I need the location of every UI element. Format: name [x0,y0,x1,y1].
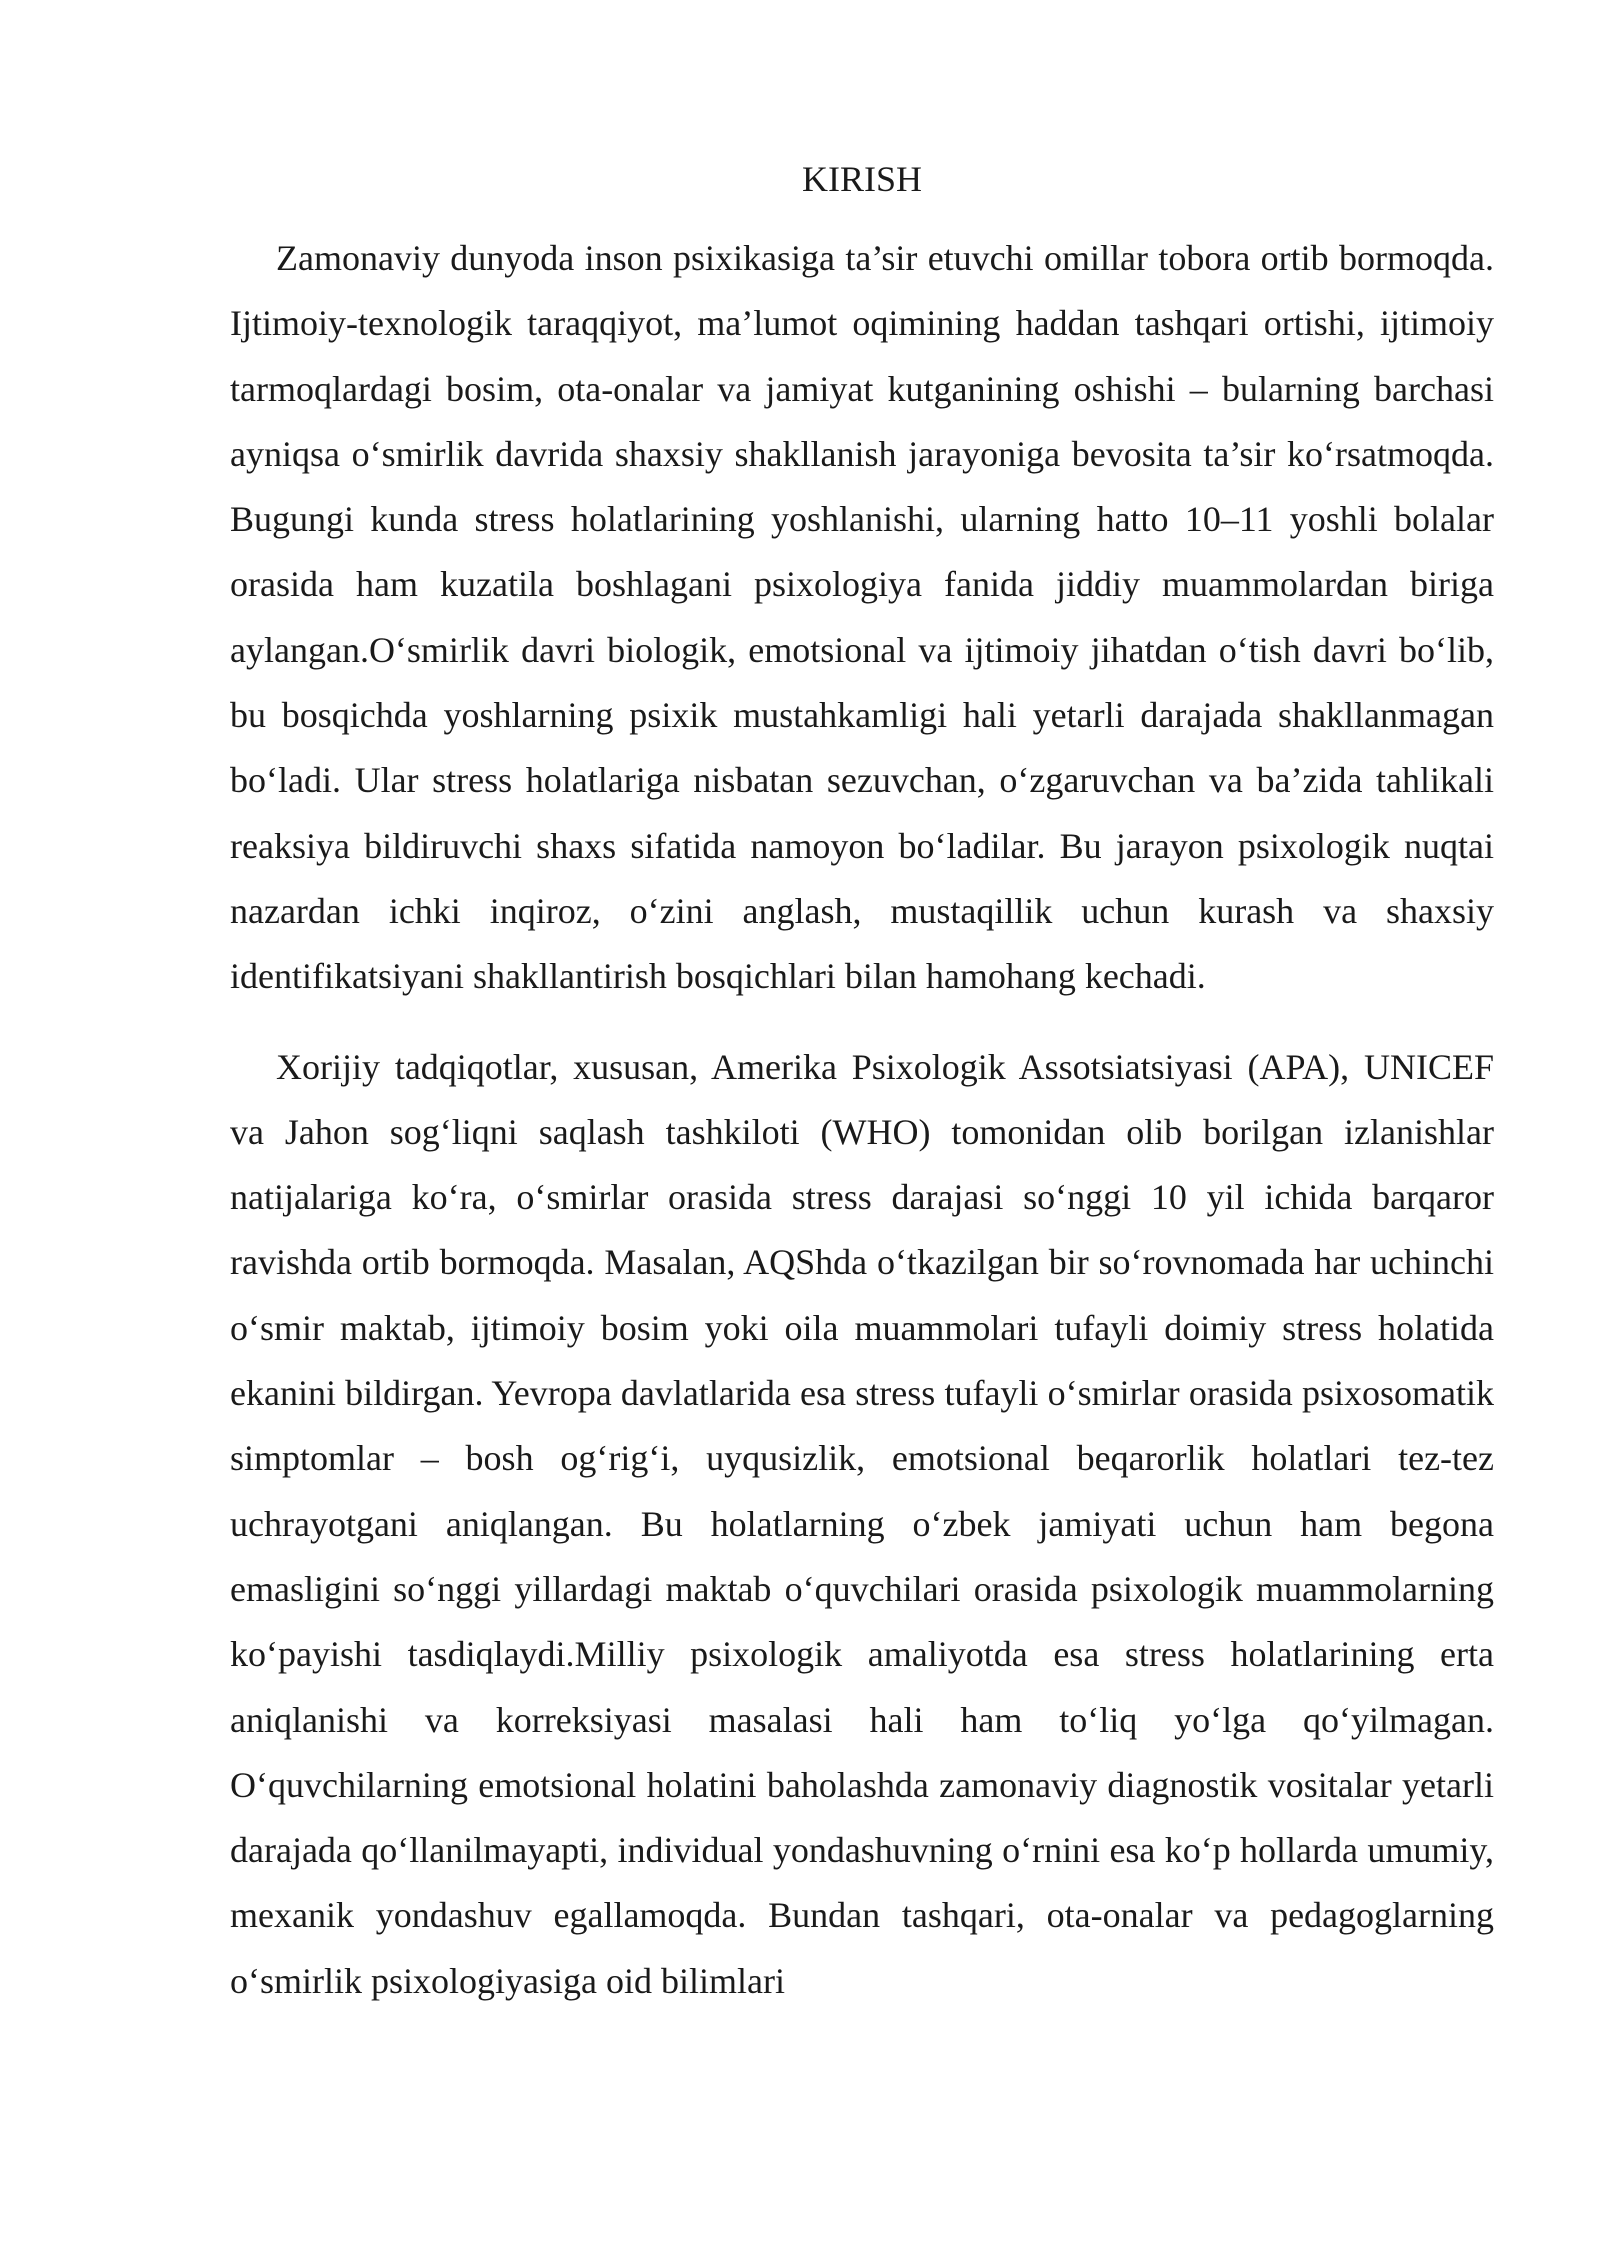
section-title: KIRISH [801,159,922,199]
paragraph-1: Zamonaviy dunyoda inson psixikasiga ta’sir etuvchi omillar tobora ortib bormoqda. Ijtimoiy-texnologik taraqqiyot, ma’lumot oqimining haddan tashqari ortishi, ijtimoiy tarmoqlardagi bosim, ota-onalar va jamiyat kutganining oshishi – bularning barchasi ayniqsa o‘smirlik davrida shaxsiy shakllanish jarayoniga bevosita ta’sir ko‘rsatmoqda. Bugungi kunda stress holatlarining yoshlanishi, ularning hatto 10–11 yoshli bolalar orasida ham kuzatila boshlagani psixologiya fanida jiddiy muammolardan biriga aylangan.O‘smirlik davri biologik, emotsional va ijtimoiy jihatdan o‘tish davri bo‘lib, bu bosqichda yoshlarning psixik mustahkamligi hali yetarli darajada shakllanmagan bo‘ladi. Ular stress holatlariga nisbatan sezuvchan, o‘zgaruvchan va ba’zida tahlikali reaksiya bildiruvchi shaxs sifatida namoyon bo‘ladilar. Bu jarayon psixologik nuqtai nazardan ichki inqiroz, o‘zini anglash, mustaqillik uchun kurash va shaxsiy identifikatsiyani shakllantirish bosqichlari bilan hamohang kechadi. [230,238,1494,997]
paragraph-2: Xorijiy tadqiqotlar, xususan, Amerika Psixologik Assotsiatsiyasi (APA), UNICEF va Jahon sog‘liqni saqlash tashkiloti (WHO) tomonidan olib borilgan izlanishlar natijalariga ko‘ra, o‘smirlar orasida stress darajasi so‘nggi 10 yil ichida barqaror ravishda ortib bormoqda. Masalan, AQShda o‘tkazilgan bir so‘rovnomada har uchinchi o‘smir maktab, ijtimoiy bosim yoki oila muammolari tufayli doimiy stress holatida ekanini bildirgan. Yevropa davlatlarida esa stress tufayli o‘smirlar orasida psixosomatik simptomlar – bosh og‘rig‘i, uyqusizlik, emotsional beqarorlik holatlari tez-tez uchrayotgani aniqlangan. Bu holatlarning o‘zbek jamiyati uchun ham begona emasligini so‘nggi yillardagi maktab o‘quvchilari orasida psixologik muammolarning ko‘payishi tasdiqlaydi.Milliy psixologik amaliyotda esa stress holatlarining erta aniqlanishi va korreksiyasi masalasi hali ham to‘liq yo‘lga qo‘yilmagan. O‘quvchilarning emotsional holatini baholashda zamonaviy diagnostik vositalar yetarli darajada qo‘llanilmayapti, individual yondashuvning o‘rnini esa ko‘p hollarda umumiy, mexanik yondashuv egallamoqda. Bundan tashqari, ota-onalar va pedagoglarning o‘smirlik psixologiyasiga oid bilimlari [230,1046,1494,2001]
document-body [230,152,1494,2014]
